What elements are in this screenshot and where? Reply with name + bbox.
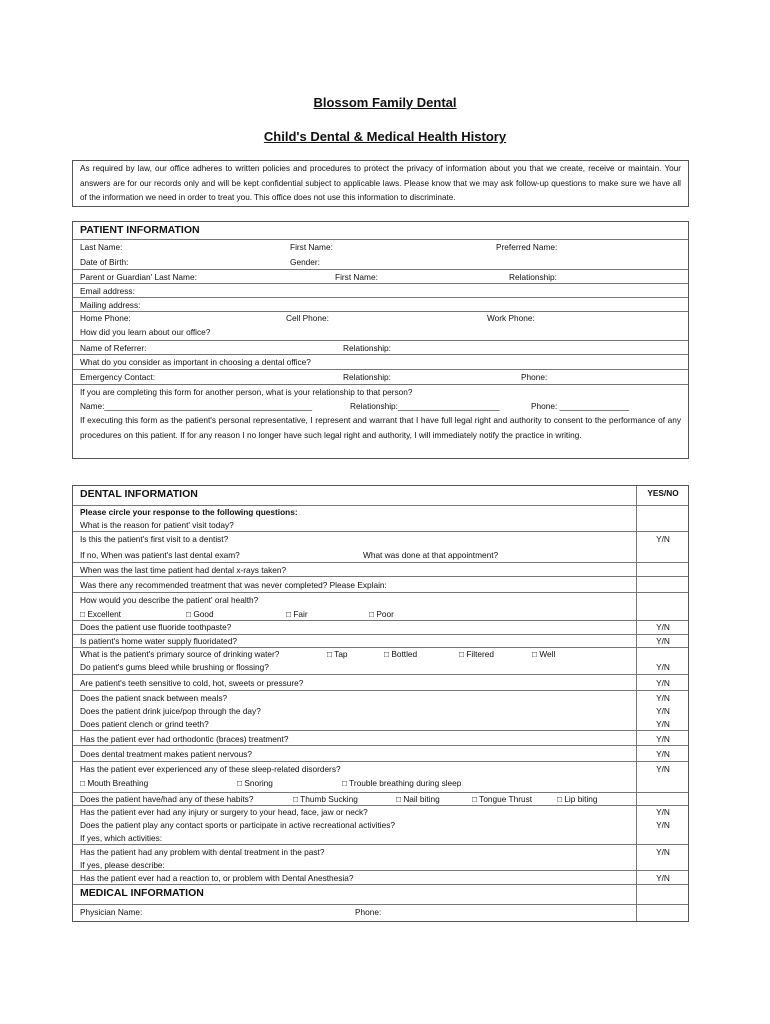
water-tap-option[interactable]: □ Tap bbox=[327, 649, 348, 659]
injury-yn[interactable]: Y/N bbox=[656, 807, 670, 817]
injury-question[interactable]: Has the patient ever had any injury or surgery to your head, face, jaw or neck? bbox=[80, 807, 368, 817]
anesthesia-yn[interactable]: Y/N bbox=[656, 873, 670, 883]
dob-field[interactable]: Date of Birth: bbox=[80, 257, 129, 267]
important-choosing-field[interactable]: What do you consider as important in choosing a dental office? bbox=[80, 357, 311, 367]
nail-biting-option[interactable]: □ Nail biting bbox=[396, 794, 440, 804]
juice-question[interactable]: Does the patient drink juice/pop through the day? bbox=[80, 706, 261, 716]
oral-health-excellent-option[interactable]: □ Excellent bbox=[80, 609, 121, 619]
xray-question[interactable]: When was the last time patient had dental x-rays taken? bbox=[80, 565, 287, 575]
oral-health-fair-option[interactable]: □ Fair bbox=[286, 609, 308, 619]
last-exam-question[interactable]: If no, When was patient's last dental exam? bbox=[80, 550, 240, 560]
patient-information-section bbox=[72, 221, 689, 459]
emergency-phone-field[interactable]: Phone: bbox=[521, 372, 548, 382]
patient-section-heading: PATIENT INFORMATION bbox=[80, 224, 200, 236]
clench-question[interactable]: Does patient clench or grind teeth? bbox=[80, 719, 209, 729]
nervous-question[interactable]: Does dental treatment makes patient nervous? bbox=[80, 749, 253, 759]
orthodontic-question[interactable]: Has the patient ever had orthodontic (braces) treatment? bbox=[80, 734, 289, 744]
fluoride-toothpaste-question[interactable]: Does the patient use fluoride toothpaste? bbox=[80, 622, 232, 632]
representative-certification: If executing this form as the patient's personal representative, I represent and warrant that I have full legal right and authority to consent to the performance of any procedures on this patient. If for any reason I no longer have such legal right and authority, I will immediately notify the practice in writing. bbox=[80, 415, 681, 440]
sleep-disorder-yn[interactable]: Y/N bbox=[656, 764, 670, 774]
water-source-question: What is the patient's primary source of drinking water? bbox=[80, 649, 280, 659]
activities-field[interactable]: If yes, which activities: bbox=[80, 833, 163, 843]
trouble-breathing-option[interactable]: □ Trouble breathing during sleep bbox=[342, 778, 462, 788]
thumb-sucking-option[interactable]: □ Thumb Sucking bbox=[293, 794, 358, 804]
cell-phone-field[interactable]: Cell Phone: bbox=[286, 313, 329, 323]
fluoridated-water-yn[interactable]: Y/N bbox=[656, 636, 670, 646]
learn-about-office-field[interactable]: How did you learn about our office? bbox=[80, 327, 211, 337]
snoring-option[interactable]: □ Snoring bbox=[237, 778, 273, 788]
gums-bleed-question[interactable]: Do patient's gums bleed while brushing or flossing? bbox=[80, 662, 269, 672]
physician-phone-field[interactable]: Phone: bbox=[355, 907, 382, 917]
anesthesia-question[interactable]: Has the patient ever had a reaction to, or problem with Dental Anesthesia? bbox=[80, 873, 354, 883]
gums-bleed-yn[interactable]: Y/N bbox=[656, 662, 670, 672]
describe-problem-field[interactable]: If yes, please describe: bbox=[80, 860, 165, 870]
privacy-notice: As required by law, our office adheres to written policies and procedures to protect the privacy of information about you that we create, receive or maintain. Your answers are for our records only and will be kept confidential subject to applicable laws. Please know that we may ask follow-up questions to make sure we have all of the information we need in order to treat you. This office does not use this information to discriminate. bbox=[72, 160, 689, 207]
orthodontic-yn[interactable]: Y/N bbox=[656, 734, 670, 744]
tongue-thrust-option[interactable]: □ Tongue Thrust bbox=[472, 794, 533, 804]
physician-name-field[interactable]: Physician Name: bbox=[80, 907, 143, 917]
problem-treatment-question[interactable]: Has the patient had any problem with dental treatment in the past? bbox=[80, 847, 325, 857]
snack-question[interactable]: Does the patient snack between meals? bbox=[80, 693, 228, 703]
mailing-address-field[interactable]: Mailing address: bbox=[80, 300, 141, 310]
work-phone-field[interactable]: Work Phone: bbox=[487, 313, 535, 323]
oral-health-good-option[interactable]: □ Good bbox=[186, 609, 214, 619]
incomplete-treatment-question[interactable]: Was there any recommended treatment that was never completed? Please Explain: bbox=[80, 580, 387, 590]
yes-no-header: YES/NO bbox=[647, 488, 679, 498]
emergency-contact-field[interactable]: Emergency Contact: bbox=[80, 372, 156, 382]
last-name-field[interactable]: Last Name: bbox=[80, 242, 123, 252]
preferred-name-field[interactable]: Preferred Name: bbox=[496, 242, 558, 252]
guardian-last-name-field[interactable]: Parent or Guardian' Last Name: bbox=[80, 272, 197, 282]
representative-phone-field[interactable]: Phone: _______________ bbox=[531, 401, 629, 411]
home-phone-field[interactable]: Home Phone: bbox=[80, 313, 131, 323]
sensitive-teeth-yn[interactable]: Y/N bbox=[656, 678, 670, 688]
mouth-breathing-option[interactable]: □ Mouth Breathing bbox=[80, 778, 149, 788]
referrer-name-field[interactable]: Name of Referrer: bbox=[80, 343, 147, 353]
fluoride-toothpaste-yn[interactable]: Y/N bbox=[656, 622, 670, 632]
appointment-done-question[interactable]: What was done at that appointment? bbox=[363, 550, 499, 560]
habits-question: Does the patient have/had any of these habits? bbox=[80, 794, 254, 804]
water-filtered-option[interactable]: □ Filtered bbox=[459, 649, 494, 659]
oral-health-poor-option[interactable]: □ Poor bbox=[369, 609, 394, 619]
emergency-relationship-field[interactable]: Relationship: bbox=[343, 372, 391, 382]
first-visit-yn[interactable]: Y/N bbox=[656, 534, 670, 544]
another-person-question: If you are completing this form for another person, what is your relationship to that person? bbox=[80, 387, 413, 397]
fluoridated-water-question[interactable]: Is patient's home water supply fluoridated? bbox=[80, 636, 238, 646]
first-name-field[interactable]: First Name: bbox=[290, 242, 333, 252]
sports-yn[interactable]: Y/N bbox=[656, 820, 670, 830]
lip-biting-option[interactable]: □ Lip biting bbox=[557, 794, 598, 804]
dental-information-section bbox=[72, 485, 689, 922]
representative-relationship-field[interactable]: Relationship:______________________ bbox=[350, 401, 500, 411]
referrer-relationship-field[interactable]: Relationship: bbox=[343, 343, 391, 353]
email-field[interactable]: Email address: bbox=[80, 286, 135, 296]
form-title: Child's Dental & Medical Health History bbox=[263, 129, 507, 144]
representative-name-field[interactable]: Name:_____________________________________________ bbox=[80, 401, 313, 411]
visit-reason-question[interactable]: What is the reason for patient' visit today? bbox=[80, 520, 234, 530]
sensitive-teeth-question[interactable]: Are patient's teeth sensitive to cold, hot, sweets or pressure? bbox=[80, 678, 304, 688]
water-well-option[interactable]: □ Well bbox=[532, 649, 556, 659]
guardian-relationship-field[interactable]: Relationship: bbox=[509, 272, 557, 282]
practice-name: Blossom Family Dental bbox=[313, 95, 457, 110]
medical-section-heading: MEDICAL INFORMATION bbox=[80, 887, 204, 899]
problem-treatment-yn[interactable]: Y/N bbox=[656, 847, 670, 857]
juice-yn[interactable]: Y/N bbox=[656, 706, 670, 716]
guardian-first-name-field[interactable]: First Name: bbox=[335, 272, 378, 282]
water-bottled-option[interactable]: □ Bottled bbox=[384, 649, 418, 659]
nervous-yn[interactable]: Y/N bbox=[656, 749, 670, 759]
dental-instruction: Please circle your response to the following questions: bbox=[80, 507, 298, 517]
snack-yn[interactable]: Y/N bbox=[656, 693, 670, 703]
sports-question[interactable]: Does the patient play any contact sports or participate in active recreational activities? bbox=[80, 820, 395, 830]
gender-field[interactable]: Gender: bbox=[290, 257, 320, 267]
clench-yn[interactable]: Y/N bbox=[656, 719, 670, 729]
dental-section-heading: DENTAL INFORMATION bbox=[80, 488, 198, 500]
first-visit-question[interactable]: Is this the patient's first visit to a dentist? bbox=[80, 534, 229, 544]
sleep-disorder-question: Has the patient ever experienced any of these sleep-related disorders? bbox=[80, 764, 341, 774]
oral-health-question: How would you describe the patient' oral health? bbox=[80, 595, 259, 605]
